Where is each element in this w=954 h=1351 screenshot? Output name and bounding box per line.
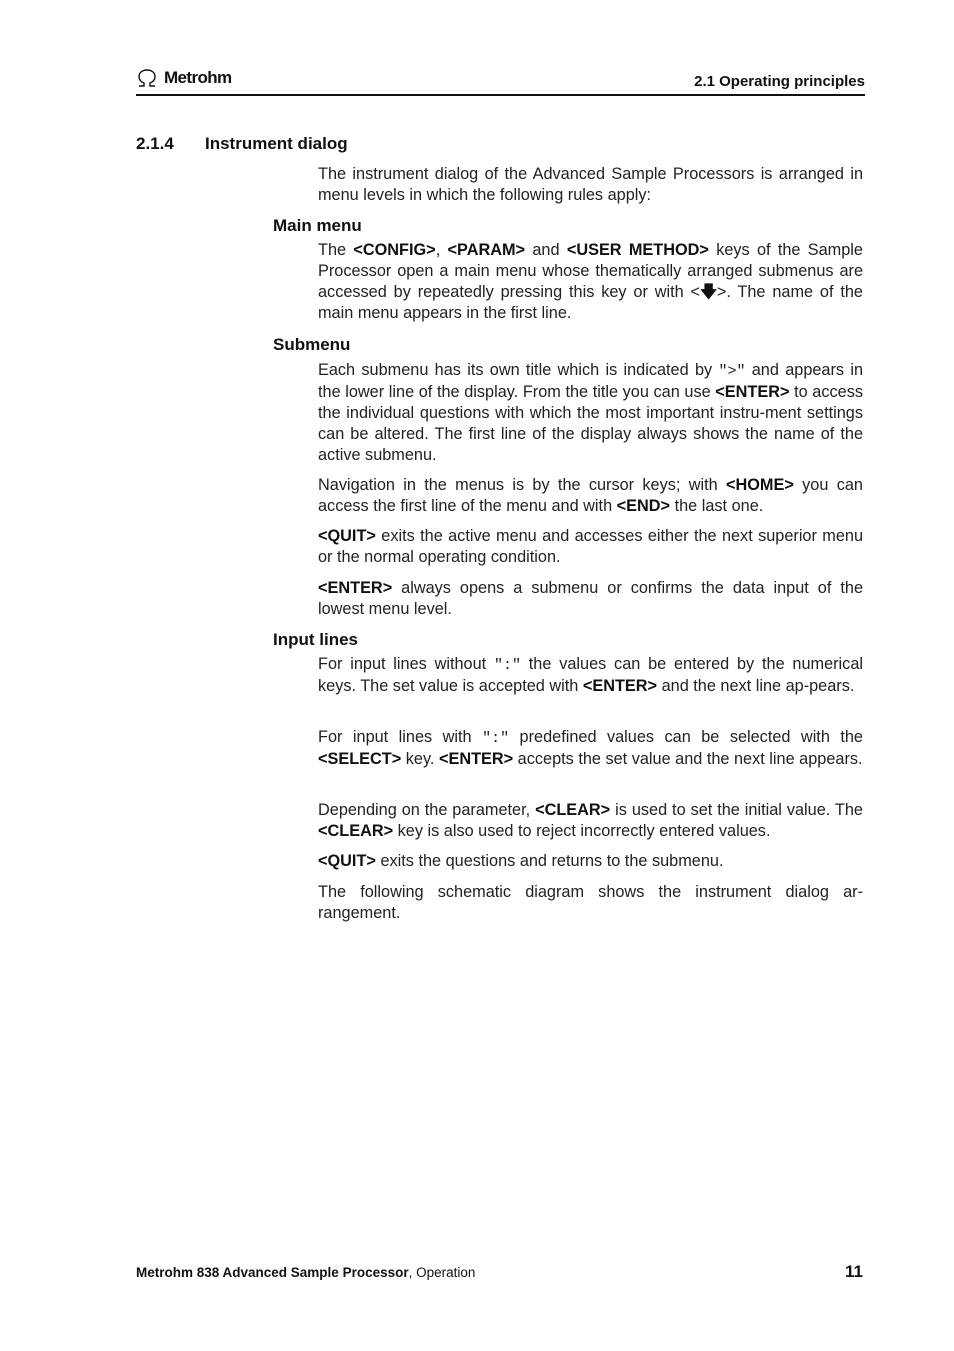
key-home: <HOME> [725,476,794,494]
key-param: <PARAM> [447,241,526,259]
page-header [136,64,865,96]
brand-name: Metrohm [164,68,232,87]
input-lines-paragraph-2: For input lines with ":" predefined values can be selected with the <SELECT> key. <ENTER> accepts the set value and the next line appears. [318,728,863,768]
key-config: <CONFIG> [353,241,436,259]
key-enter: <ENTER> [582,677,658,695]
main-menu-heading: Main menu [273,216,362,235]
main-menu-paragraph [318,240,863,324]
key-select: <SELECT> [318,750,402,768]
section-heading [136,134,348,154]
key-quit: <QUIT> [318,527,376,545]
footer-document-suffix: , Operation [408,1265,476,1280]
input-lines-heading: Input lines [273,630,358,649]
key-quit: <QUIT> [318,852,376,870]
down-arrow-icon: 🡇 [700,283,717,301]
submenu-paragraph-1: Each submenu has its own title which is indicated by ">" and appears in the lower line of the display. From the title you can use <ENTER> to access the individual questions with which the most important instru-ment settings can be altered. The first line of the display always shows the name of the active submenu. [318,361,864,464]
intro-text: The instrument dialog of the Advanced Sample Processors is arranged in menu levels in which the following rules apply: [318,165,863,204]
key-clear: <CLEAR> [535,801,611,819]
key-clear: <CLEAR> [318,822,394,840]
page-number: 11 [845,1262,863,1281]
omega-logo-icon [136,68,158,88]
key-enter: <ENTER> [438,750,514,768]
submenu-paragraph-4: <ENTER> always opens a submenu or confirms the data input of the lowest menu level. [318,579,863,618]
submenu-paragraph-2: Navigation in the menus is by the cursor keys; with <HOME> you can access the first line of the menu and with <END> the last one. [318,476,863,515]
section-title: Instrument dialog [205,134,348,153]
code-greater-than: ">" [718,363,746,380]
submenu-heading: Submenu [273,335,351,354]
section-number: 2.1.4 [136,134,174,153]
key-end: <END> [616,497,671,515]
key-user-method: <USER METHOD> [566,241,709,259]
main-menu-text: The <CONFIG>, <PARAM> and <USER METHOD> keys of the Sample Processor open a main menu whose thematically arranged submenus are accessed by repeatedly pressing this key or with <🡇>. The name of the main menu appears in the first line. [318,241,863,322]
page-footer [136,1265,475,1280]
brand-logo [136,68,232,88]
input-lines-paragraph-3: Depending on the parameter, <CLEAR> is used to set the initial value. The <CLEAR> key is also used to reject incorrectly entered values. [318,801,863,840]
code-colon: ":" [493,657,521,674]
input-lines-paragraph-5: The following schematic diagram shows the instrument dialog ar-rangement. [318,883,863,922]
footer-document-title: Metrohm 838 Advanced Sample Processor [136,1265,409,1280]
input-lines-paragraph-4: <QUIT> exits the questions and returns to the submenu. [318,852,724,870]
intro-paragraph [318,164,863,206]
key-enter: <ENTER> [318,579,393,597]
input-lines-paragraph-1: For input lines without ":" the values can be entered by the numerical keys. The set value is accepted with <ENTER> and the next line ap-pears. [318,655,863,695]
key-enter: <ENTER> [715,383,790,401]
code-colon: ":" [482,730,510,747]
running-section-title: 2.1 Operating principles [694,73,865,90]
submenu-paragraph-3: <QUIT> exits the active menu and accesses either the next superior menu or the normal operating condition. [318,527,863,566]
